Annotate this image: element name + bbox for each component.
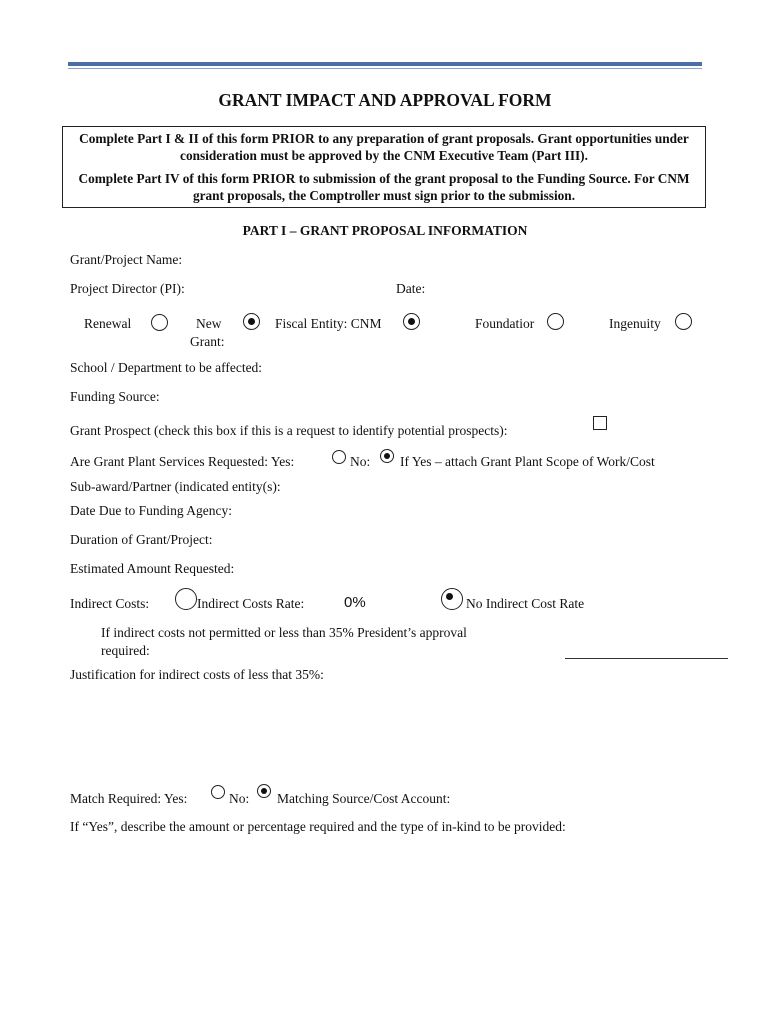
instructions-part4: Complete Part IV of this form PRIOR to submission of the grant proposal to the Funding Source. For CNM grant proposals, the Comptroller must sign prior to the submission. (78, 171, 690, 203)
indirect-costs-rate-value[interactable]: 0% (344, 594, 366, 611)
grant-prospect-label: Grant Prospect (check this box if this is a request to identify potential prospects): (70, 423, 508, 438)
ingenuity-radio[interactable] (675, 313, 692, 330)
date-label: Date: (396, 281, 426, 296)
instructions-box (62, 126, 706, 208)
no-indirect-cost-rate-label: No Indirect Cost Rate (466, 596, 585, 611)
date-due-label: Date Due to Funding Agency: (70, 503, 232, 518)
funding-source-label: Funding Source: (70, 389, 160, 404)
plant-services-no-label: No: (350, 454, 371, 469)
plant-services-yes-radio[interactable] (332, 450, 346, 464)
header-rule-thin (68, 68, 702, 69)
indirect-costs-rate-radio[interactable] (175, 588, 197, 610)
new-grant-label-line1: New (196, 316, 222, 331)
justification-label: Justification for indirect costs of less that 35%: (70, 667, 324, 682)
match-no-radio[interactable] (257, 784, 271, 798)
duration-label: Duration of Grant/Project: (70, 532, 213, 547)
renewal-label: Renewal (84, 316, 132, 331)
new-grant-radio[interactable] (243, 313, 260, 330)
president-approval-text-line1: If indirect costs not permitted or less than 35% President’s approval (101, 625, 467, 640)
indirect-costs-label: Indirect Costs: (70, 596, 150, 611)
grant-prospect-checkbox[interactable] (593, 416, 607, 430)
match-required-question: Match Required: Yes: (70, 791, 188, 806)
match-yes-radio[interactable] (211, 785, 225, 799)
renewal-radio[interactable] (151, 314, 168, 331)
cnm-radio[interactable] (403, 313, 420, 330)
new-grant-label-line2: Grant: (190, 334, 225, 349)
ingenuity-label: Ingenuity (609, 316, 661, 331)
foundation-radio[interactable] (547, 313, 564, 330)
match-followup-label: If “Yes”, describe the amount or percentage required and the type of in-kind to be provided: (70, 819, 566, 834)
project-director-label: Project Director (PI): (70, 281, 185, 296)
school-department-label: School / Department to be affected: (70, 360, 263, 375)
header-rule-thick (68, 62, 702, 66)
plant-services-question: Are Grant Plant Services Requested: Yes: (70, 454, 295, 469)
president-approval-text-line2: required: (101, 643, 150, 658)
grant-project-name-label: Grant/Project Name: (70, 252, 183, 267)
form-title: GRANT IMPACT AND APPROVAL FORM (218, 90, 552, 110)
matching-source-label: Matching Source/Cost Account: (277, 791, 451, 806)
fiscal-entity-cnm-label: Fiscal Entity: CNM (275, 316, 382, 331)
sub-award-label: Sub-award/Partner (indicated entity(s): (70, 479, 281, 494)
plant-services-note: If Yes – attach Grant Plant Scope of Work/Cost (400, 454, 655, 469)
indirect-costs-rate-label: Indirect Costs Rate: (197, 596, 305, 611)
match-no-label: No: (229, 791, 250, 806)
no-indirect-cost-rate-radio[interactable] (441, 588, 463, 610)
instructions-part1-2: Complete Part I & II of this form PRIOR to any preparation of grant proposals. Grant opportunities under consideration must be approved by the CNM Executive Team (Part III). (79, 131, 689, 163)
estimated-amount-label: Estimated Amount Requested: (70, 561, 235, 576)
plant-services-no-radio[interactable] (380, 449, 394, 463)
part1-heading: PART I – GRANT PROPOSAL INFORMATION (242, 223, 528, 238)
foundation-label: Foundatior (475, 316, 535, 331)
president-approval-signature-line[interactable] (565, 658, 728, 659)
